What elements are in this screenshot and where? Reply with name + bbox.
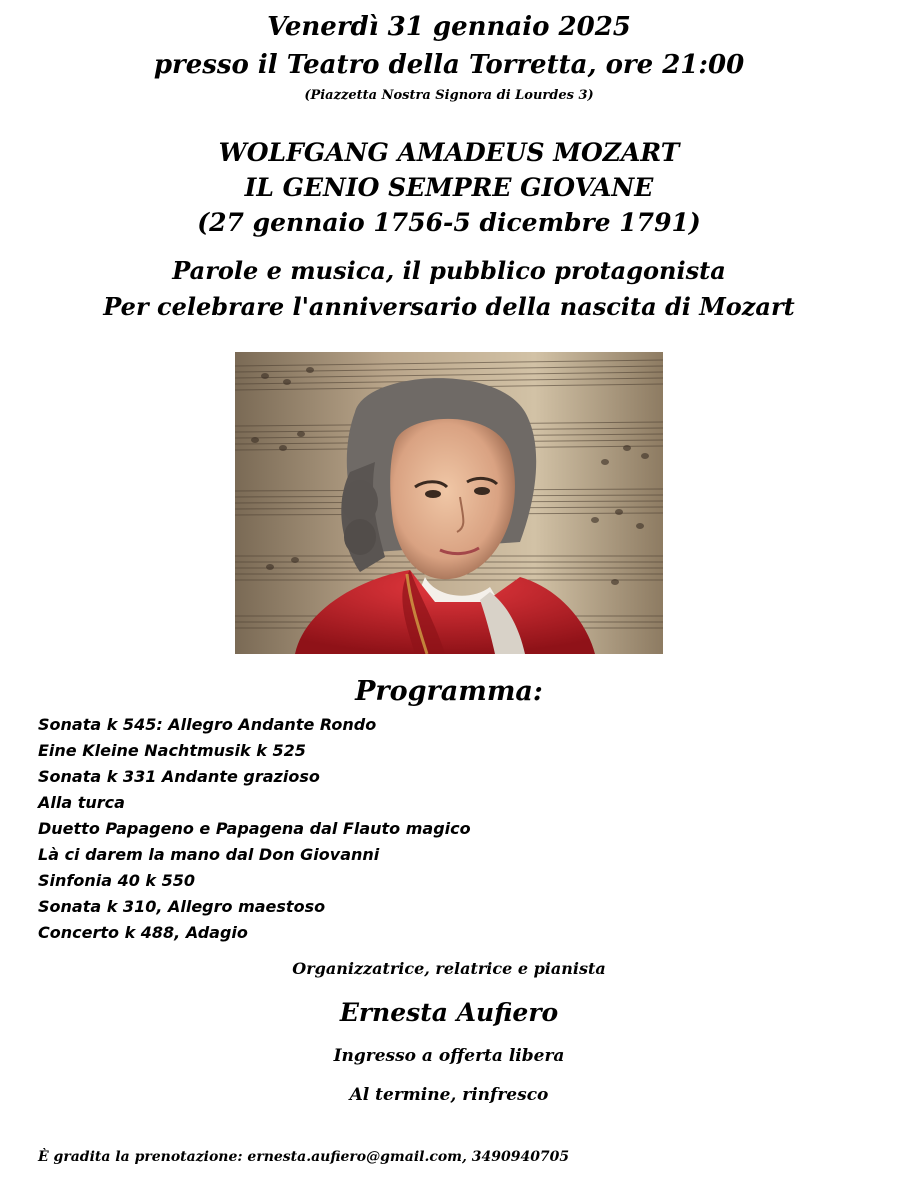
organizer-name: Ernesta Aufiero bbox=[339, 998, 559, 1027]
programma-title: Programma: bbox=[355, 676, 543, 707]
refreshment-info: Al termine, rinfresco bbox=[349, 1085, 549, 1105]
composer-name: WOLFGANG AMADEUS MOZART bbox=[218, 138, 680, 167]
composer-lifespan: (27 gennaio 1756-5 dicembre 1791) bbox=[197, 208, 701, 237]
list-item: Sonata k 331 Andante grazioso bbox=[38, 767, 320, 786]
event-date: Venerdì 31 gennaio 2025 bbox=[267, 12, 631, 42]
mozart-portrait-icon bbox=[235, 352, 663, 654]
event-subtitle: IL GENIO SEMPRE GIOVANE bbox=[244, 173, 654, 202]
event-address: (Piazzetta Nostra Signora di Lourdes 3) bbox=[304, 88, 594, 103]
booking-info: È gradita la prenotazione: ernesta.aufiero@gmail.com, 3490940705 bbox=[38, 1149, 570, 1165]
list-item: Sonata k 545: Allegro Andante Rondo bbox=[38, 715, 377, 734]
tagline-first: Parole e musica, il pubblico protagonista bbox=[172, 256, 726, 285]
event-venue: presso il Teatro della Torretta, ore 21:00 bbox=[153, 50, 745, 80]
list-item: Eine Kleine Nachtmusik k 525 bbox=[38, 741, 306, 760]
list-item: Là ci darem la mano dal Don Giovanni bbox=[38, 845, 380, 864]
list-item: Concerto k 488, Adagio bbox=[38, 923, 248, 942]
list-item: Duetto Papageno e Papagena dal Flauto magico bbox=[38, 819, 471, 838]
programma-list bbox=[38, 712, 471, 946]
list-item: Alla turca bbox=[38, 793, 125, 812]
list-item: Sinfonia 40 k 550 bbox=[38, 871, 196, 890]
list-item: Sonata k 310, Allegro maestoso bbox=[38, 897, 326, 916]
entrance-info: Ingresso a offerta libera bbox=[333, 1046, 565, 1066]
tagline-second: Per celebrare l'anniversario della nascita di Mozart bbox=[103, 292, 795, 321]
organizer-role: Organizzatrice, relatrice e pianista bbox=[292, 959, 606, 978]
